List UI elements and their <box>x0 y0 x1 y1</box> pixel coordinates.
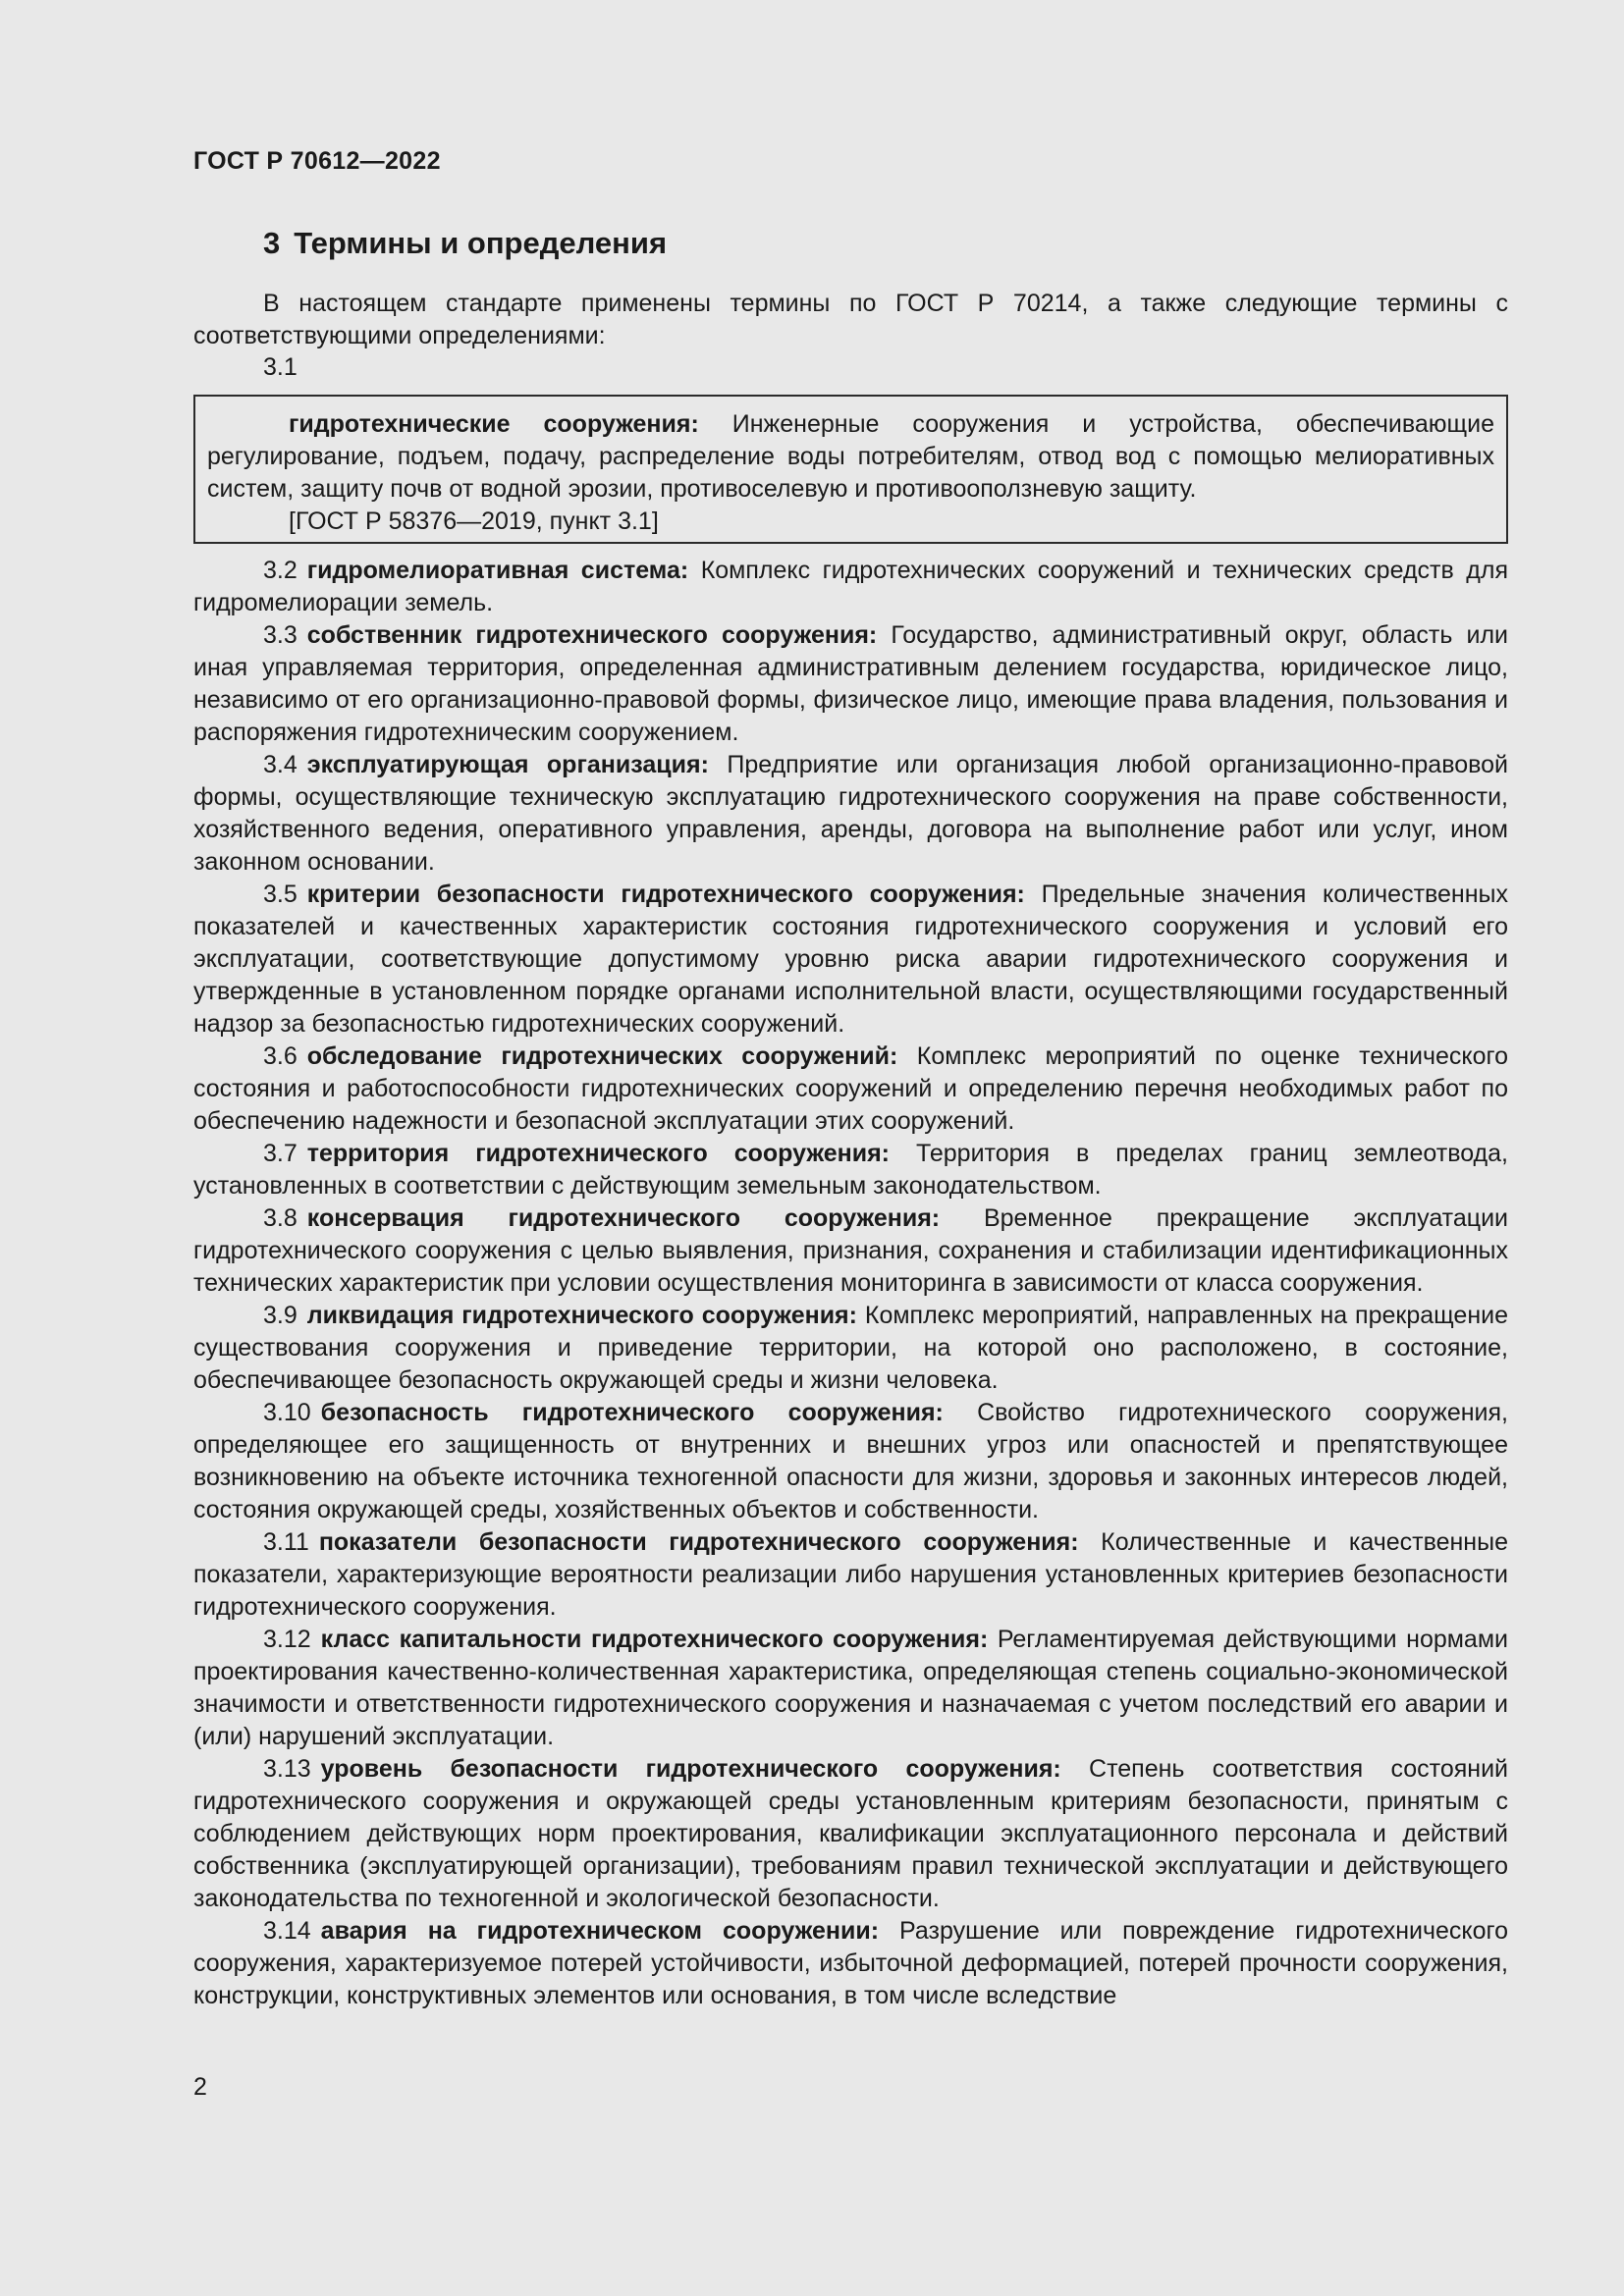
term-paragraph <box>193 619 1508 749</box>
page-number: 2 <box>193 2073 207 2101</box>
term-name: критерии безопасности гидротехнического сооружения: <box>306 881 1025 908</box>
term-paragraph <box>193 1624 1508 1753</box>
term-number: 3.3 <box>263 621 298 649</box>
term-definition: Разрушение или повреждение гидротехнического сооружения, характеризуемое потерей устойчивости, избыточной деформацией, потерей прочности сооружения, конструкции, конструктивных элементов или основания, в том числе вследствие <box>193 1917 1509 2009</box>
boxed-term: гидротехнические сооружения: <box>289 410 699 438</box>
term-name: класс капитальности гидротехнического сооружения: <box>320 1626 989 1653</box>
term-definition: Степень соответствия состояний гидротехнического сооружения и окружающей среды установленным критериям безопасности, принятым с соблюдением действующих норм проектирования, квалификации эксплуатационного персонала и действий собственника (эксплуатирующей организации), требованиям правил технической эксплуатации и действующего законодательства по техногенной и экологической безопасности. <box>193 1755 1508 1912</box>
term-number: 3.11 <box>263 1528 309 1556</box>
term-number: 3.14 <box>263 1917 311 1945</box>
section-title-text: Термины и определения <box>294 226 668 260</box>
term-definition: Комплекс гидротехнических сооружений и технических средств для гидромелиорации земель. <box>193 557 1508 616</box>
term-number: 3.4 <box>263 751 298 778</box>
term-definition: Количественные и качественные показатели, характеризующие вероятности реализации либо нарушения установленных критериев безопасности гидротехнического сооружения. <box>193 1528 1508 1621</box>
term-paragraph <box>193 879 1508 1041</box>
term-name: ликвидация гидротехнического сооружения: <box>306 1302 857 1329</box>
term-name: гидромелиоративная система: <box>306 557 689 584</box>
term-number: 3.5 <box>263 881 298 908</box>
term-number: 3.10 <box>263 1399 311 1426</box>
term-number: 3.13 <box>263 1755 311 1783</box>
term-paragraph <box>193 749 1508 879</box>
term-name: территория гидротехнического сооружения: <box>306 1140 891 1167</box>
term-paragraph <box>193 1526 1508 1624</box>
term-number: 3.8 <box>263 1204 298 1232</box>
section-title <box>263 226 667 261</box>
intro-paragraph <box>193 288 1508 352</box>
term-name: собственник гидротехнического сооружения: <box>306 621 878 649</box>
terms-list <box>193 555 1508 2012</box>
term-number: 3.12 <box>263 1626 311 1653</box>
term-paragraph <box>193 1300 1508 1397</box>
term-paragraph <box>193 555 1508 619</box>
term-paragraph <box>193 1041 1508 1138</box>
term-number: 3.7 <box>263 1140 298 1167</box>
term-paragraph <box>193 1397 1508 1526</box>
term-name: безопасность гидротехнического сооружения: <box>320 1399 944 1426</box>
term-name: эксплуатирующая организация: <box>306 751 709 778</box>
term-definition: Государство, административный округ, область или иная управляемая территория, определенная административным делением государства, юридическое лицо, независимо от его организационно-правовой формы, физическое лицо, имеющие права владения, пользования и распоряжения гидротехническим сооружением. <box>193 621 1509 746</box>
term-paragraph <box>193 1202 1508 1300</box>
boxed-term-paragraph <box>207 408 1494 506</box>
term-paragraph <box>193 1915 1508 2012</box>
term-number: 3.2 <box>263 557 298 584</box>
term-definition: Комплекс мероприятий по оценке технического состояния и работоспособности гидротехнических сооружений и определению перечня необходимых работ по обеспечению надежности и безопасной эксплуатации этих сооружений. <box>193 1042 1509 1135</box>
term-definition: Предельные значения количественных показателей и качественных характеристик состояния гидротехнического сооружения и условий его эксплуатации, соответствующие допустимому уровню риска аварии гидротехнического сооружения и утвержденные в установленном порядке органами исполнительной власти, осуществляющими государственный надзор за безопасностью гидротехнических сооружений. <box>193 881 1509 1038</box>
term-paragraph <box>193 1138 1508 1202</box>
term-definition: Территория в пределах границ землеотвода, установленных в соответствии с действующим земельным законодательством. <box>193 1140 1508 1200</box>
document-header: ГОСТ Р 70612—2022 <box>193 147 441 175</box>
term-paragraph <box>193 1753 1508 1915</box>
boxed-term-source: [ГОСТ Р 58376—2019, пункт 3.1] <box>289 507 659 535</box>
clause-number-3-1: 3.1 <box>263 353 298 381</box>
term-name: показатели безопасности гидротехнического сооружения: <box>318 1528 1079 1556</box>
section-number: 3 <box>263 226 281 260</box>
term-definition: Временное прекращение эксплуатации гидротехнического сооружения с целью выявления, признания, сохранения и стабилизации идентификационных технических характеристик при условии осуществления мониторинга в зависимости от класса сооружения. <box>193 1204 1508 1297</box>
term-name: консервация гидротехнического сооружения: <box>306 1204 941 1232</box>
term-definition: Свойство гидротехнического сооружения, определяющее его защищенность от внутренних и внешних угроз или опасностей и препятствующее возникновению на объекте источника техногенной опасности для жизни, здоровья и законных интересов людей, состояния окружающей среды, хозяйственных объектов и собственности. <box>193 1399 1508 1523</box>
term-number: 3.9 <box>263 1302 298 1329</box>
intro-text: В настоящем стандарте применены термины по ГОСТ Р 70214, а также следующие термины с соответствующими определениями: <box>193 290 1508 349</box>
term-definition: Комплекс мероприятий, направленных на прекращение существования сооружения и приведение территории, на которой оно расположено, в состояние, обеспечивающее безопасность окружающей среды и жизни человека. <box>193 1302 1508 1394</box>
term-name: обследование гидротехнических сооружений: <box>306 1042 898 1070</box>
term-name: авария на гидротехническом сооружении: <box>320 1917 880 1945</box>
term-number: 3.6 <box>263 1042 298 1070</box>
term-definition: Предприятие или организация любой организационно-правовой формы, осуществляющие техническую эксплуатацию гидротехнического сооружения на праве собственности, хозяйственного ведения, оперативного управления, аренды, договора на выполнение работ или услуг, ином законном основании. <box>193 751 1508 876</box>
term-definition: Регламентируемая действующими нормами проектирования качественно-количественная характеристика, определяющая степень социально-экономической значимости и ответственности гидротехнического сооружения и назначаемая с учетом последствий его аварии и (или) нарушений эксплуатации. <box>193 1626 1508 1750</box>
boxed-definition <box>193 395 1508 544</box>
boxed-term-definition: Инженерные сооружения и устройства, обеспечивающие регулирование, подъем, подачу, распределение воды потребителям, отвод вод с помощью мелиоративных систем, защиту почв от водной эрозии, противоселевую и противооползневую защиту. <box>207 410 1494 503</box>
term-name: уровень безопасности гидротехнического сооружения: <box>320 1755 1061 1783</box>
